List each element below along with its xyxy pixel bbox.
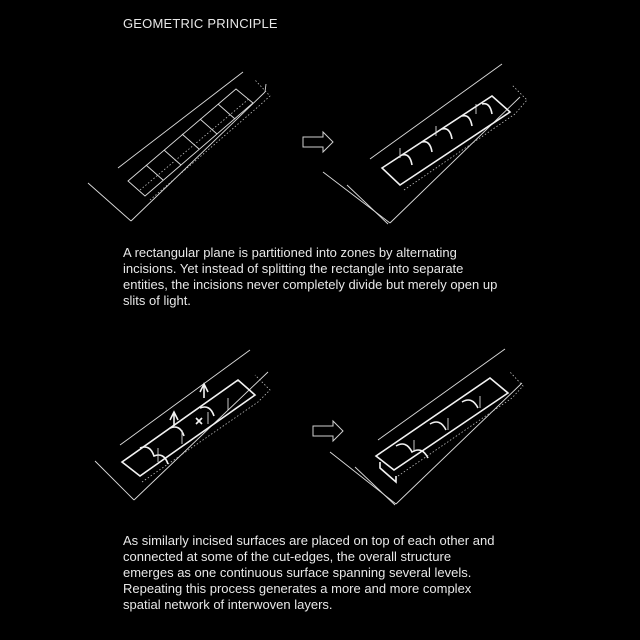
diagram-plane-incised xyxy=(323,64,527,224)
diagram-plane-partitioned xyxy=(88,72,270,221)
caption-partition: A rectangular plane is partitioned into zones by alternating incisions. Yet instead of splitting the rectangle into separate entities, the incisions never completely divide but merely open up slits of light. xyxy=(123,245,498,308)
arrow-right-icon xyxy=(303,132,333,152)
page-title: GEOMETRIC PRINCIPLE xyxy=(123,16,278,31)
diagram-surfaces-stacked xyxy=(95,350,270,500)
arrow-right-icon xyxy=(313,421,343,441)
diagram-continuous-surface xyxy=(330,349,523,505)
caption-stacking: As similarly incised surfaces are placed on top of each other and connected at some of the cut-edges, the overall structure emerges as one continuous surface spanning several levels. Repeating this process generates a more and more complex spatial network of interwoven layers. xyxy=(123,533,495,612)
